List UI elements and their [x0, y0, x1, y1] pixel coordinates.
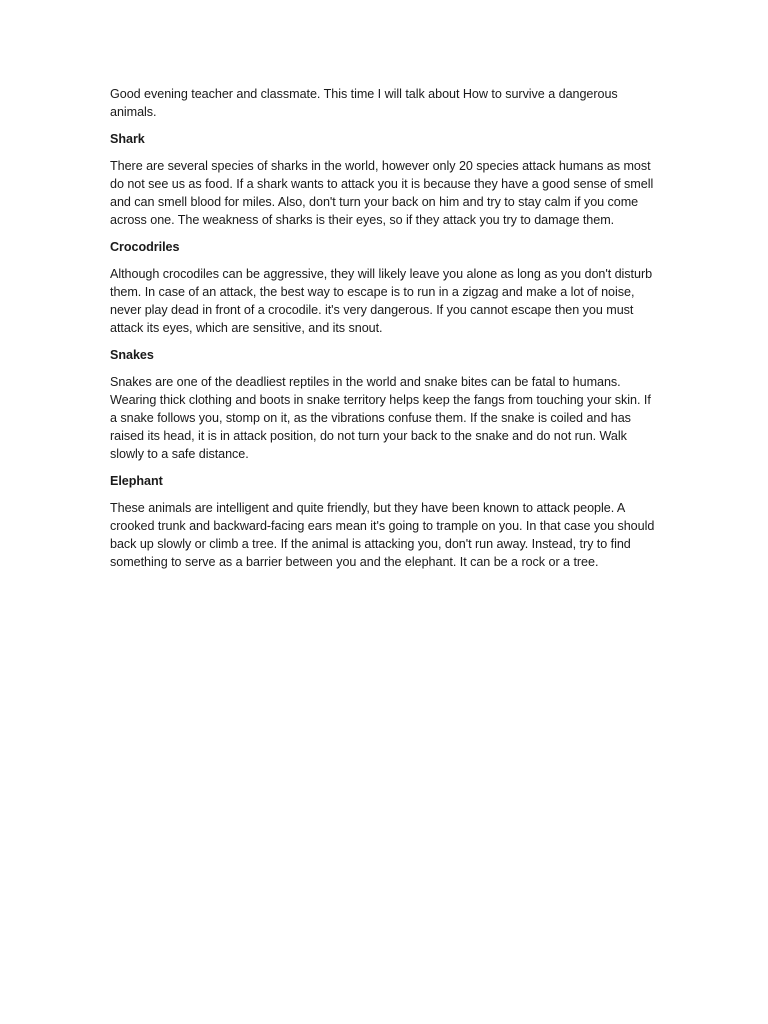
- intro-paragraph: Good evening teacher and classmate. This time I will talk about How to survive a dangerous animals.: [110, 87, 618, 119]
- section-heading-crocodriles: Crocodriles: [110, 240, 180, 255]
- section-body-shark: There are several species of sharks in the world, however only 20 species attack humans as most do not see us as food. If a shark wants to attack you it is because they have a good sense of smell and can smell blood for miles. Also, don't turn your back on him and try to stay calm if you come across one. The weakness of sharks is their eyes, so if they attack you try to damage them.: [110, 159, 654, 227]
- section-heading-elephant: Elephant: [110, 473, 163, 488]
- section-body-elephant: These animals are intelligent and quite friendly, but they have been known to attack people. A crooked trunk and backward-facing ears mean it's going to trample on you. In that case you should back up slowly or climb a tree. If the animal is attacking you, don't run away. Instead, try to find something to serve as a barrier between you and the elephant. It can be a rock or a tree.: [110, 501, 655, 569]
- section-body-snakes: Snakes are one of the deadliest reptiles in the world and snake bites can be fatal to humans. Wearing thick clothing and boots in snake territory helps keep the fangs from touching your skin. If a snake follows you, stomp on it, as the vibrations confuse them. If the snake is coiled and has raised its head, it is in attack position, do not turn your back to the snake and do not run. Walk slowly to a safe distance.: [110, 375, 651, 461]
- section-heading-shark: Shark: [110, 132, 145, 147]
- section-body-crocodriles: Although crocodiles can be aggressive, they will likely leave you alone as long as you don't disturb them. In case of an attack, the best way to escape is to run in a zigzag and make a lot of noise, never play dead in front of a crocodile. it's very dangerous. If you cannot escape then you must attack its eyes, which are sensitive, and its snout.: [110, 267, 653, 335]
- document-body: [110, 86, 658, 581]
- section-heading-snakes: Snakes: [110, 348, 154, 363]
